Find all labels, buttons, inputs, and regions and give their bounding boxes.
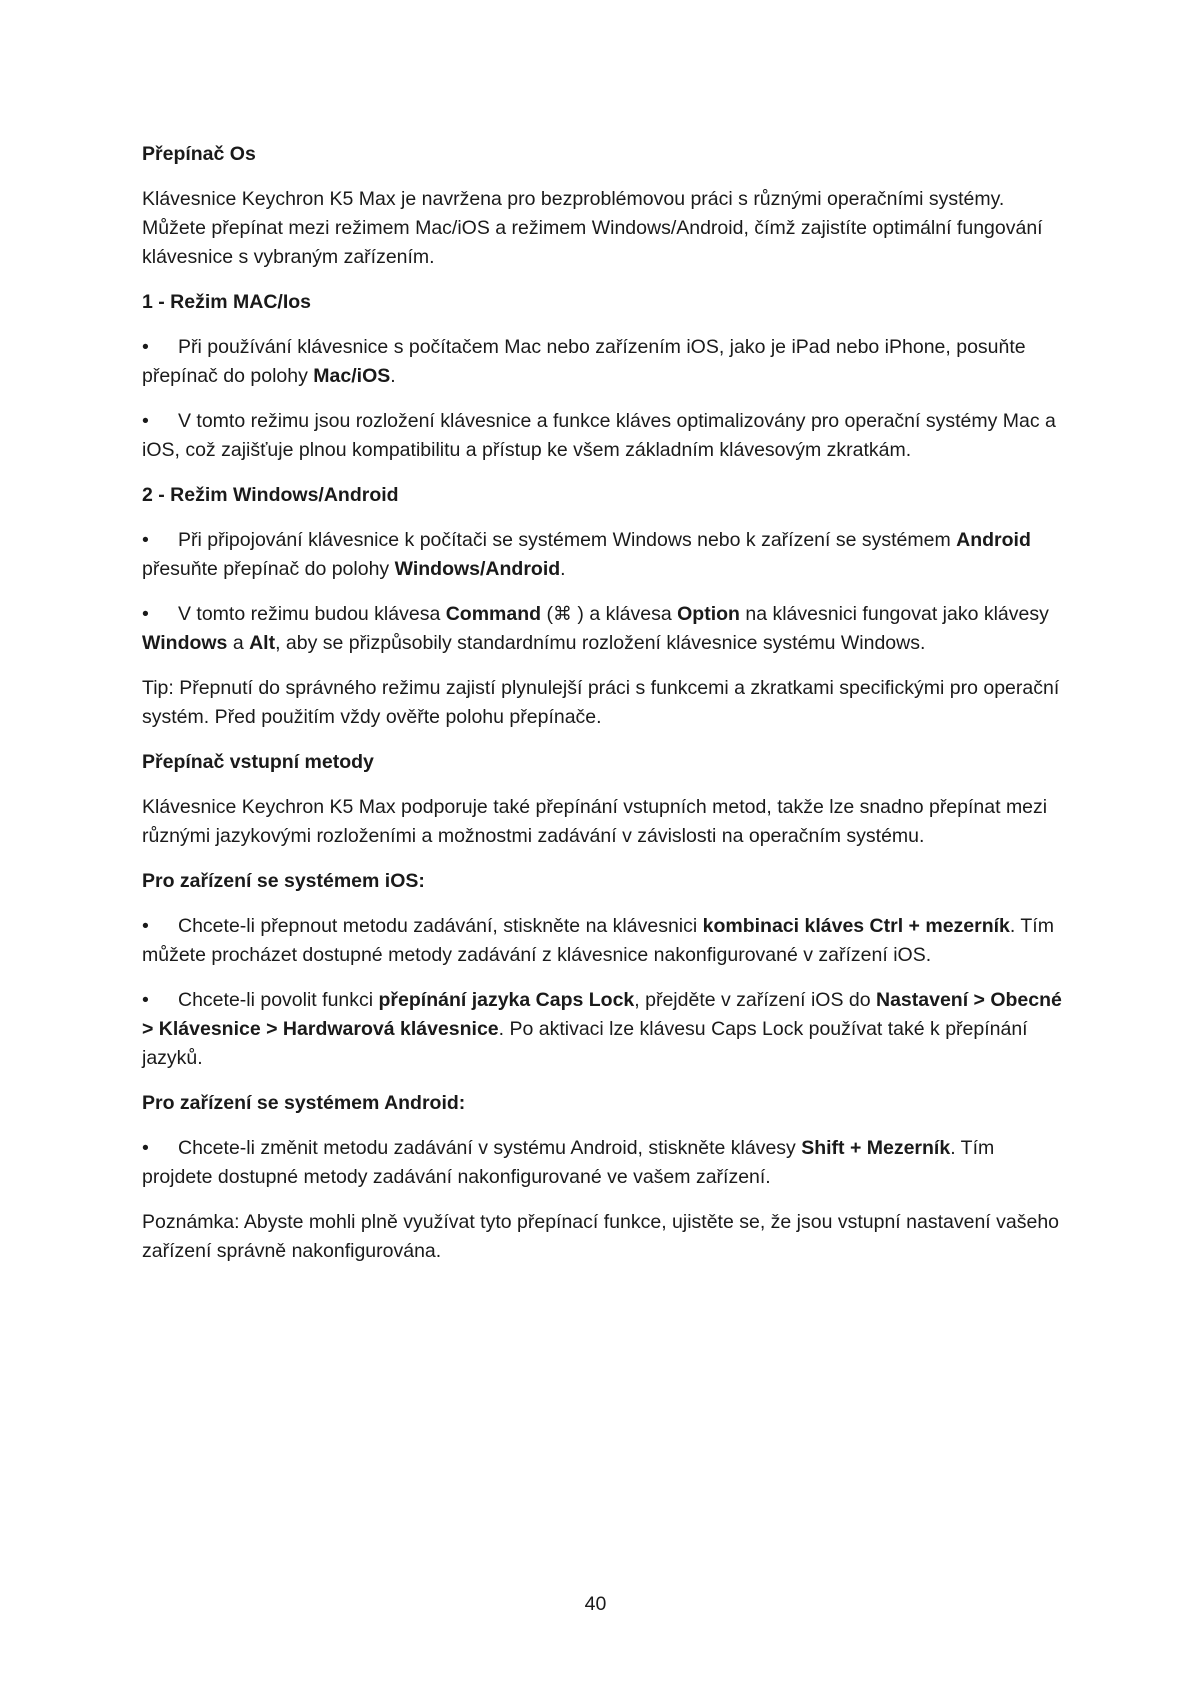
section-title-os-switch: Přepínač Os bbox=[142, 143, 256, 165]
mac-mode-heading: 1 - Režim MAC/Ios bbox=[142, 291, 312, 313]
windows-mode-heading: 2 - Režim Windows/Android bbox=[142, 484, 399, 506]
ios-heading: Pro zařízení se systémem iOS: bbox=[142, 870, 425, 892]
bullet-marker: • bbox=[142, 336, 149, 358]
bullet-marker: • bbox=[142, 410, 149, 432]
bullet-marker: • bbox=[142, 989, 149, 1011]
input-method-intro: Klávesnice Keychron K5 Max podporuje také přepínání vstupních metod, takže lze snadno přepínat mezi různými jazykovými rozloženími a možnostmi zadávání v závislosti na operačním systému. bbox=[142, 796, 1048, 847]
bullet-marker: • bbox=[142, 603, 149, 625]
mac-bullet-2: • V tomto režimu jsou rozložení klávesnice a funkce kláves optimalizovány pro operační systémy Mac a iOS, což zajišťuje plnou kompatibilitu a přístup ke všem základním klávesovým zkratkám. bbox=[142, 407, 1062, 465]
bullet-marker: • bbox=[142, 1137, 149, 1159]
document-page bbox=[142, 140, 1062, 1282]
android-bullet-1: • Chcete-li změnit metodu zadávání v systému Android, stiskněte klávesy Shift + Mezerník. Tím projdete dostupné metody zadávání nakonfigurované ve vašem zařízení. bbox=[142, 1134, 1062, 1192]
bullet-marker: • bbox=[142, 529, 149, 551]
intro-paragraph: Klávesnice Keychron K5 Max je navržena pro bezproblémovou práci s různými operačními systémy. Můžete přepínat mezi režimem Mac/iOS a režimem Windows/Android, čímž zajistíte optimální fungování klávesnice s vybraným zařízením. bbox=[142, 188, 1043, 268]
input-method-heading: Přepínač vstupní metody bbox=[142, 751, 374, 773]
windows-bullet-1: • Při připojování klávesnice k počítači se systémem Windows nebo k zařízení se systémem Android přesuňte přepínač do polohy Windows/Android. bbox=[142, 526, 1062, 584]
command-key-icon: ⌘ bbox=[552, 603, 572, 625]
windows-bullet-2: • V tomto režimu budou klávesa Command (⌘ ) a klávesa Option na klávesnici fungovat jako klávesy Windows a Alt, aby se přizpůsobily standardnímu rozložení klávesnice systému Windows. bbox=[142, 600, 1062, 658]
ios-bullet-2: • Chcete-li povolit funkci přepínání jazyka Caps Lock, přejděte v zařízení iOS do Nastavení > Obecné > Klávesnice > Hardwarová klávesnice. Po aktivaci lze klávesu Caps Lock používat také k přepínání jazyků. bbox=[142, 986, 1062, 1073]
tip-paragraph: Tip: Přepnutí do správného režimu zajistí plynulejší práci s funkcemi a zkratkami specifickými pro operační systém. Před použitím vždy ověřte polohu přepínače. bbox=[142, 677, 1060, 728]
bullet-marker: • bbox=[142, 915, 149, 937]
note-paragraph: Poznámka: Abyste mohli plně využívat tyto přepínací funkce, ujistěte se, že jsou vstupní nastavení vašeho zařízení správně nakonfigurována. bbox=[142, 1211, 1060, 1262]
android-heading: Pro zařízení se systémem Android: bbox=[142, 1092, 466, 1114]
mac-bullet-1: • Při používání klávesnice s počítačem Mac nebo zařízením iOS, jako je iPad nebo iPhone, posuňte přepínač do polohy Mac/iOS. bbox=[142, 333, 1062, 391]
page-number: 40 bbox=[584, 1593, 607, 1615]
ios-bullet-1: • Chcete-li přepnout metodu zadávání, stiskněte na klávesnici kombinaci kláves Ctrl + mezerník. Tím můžete procházet dostupné metody zadávání z klávesnice nakonfigurované v zařízení iOS. bbox=[142, 912, 1062, 970]
